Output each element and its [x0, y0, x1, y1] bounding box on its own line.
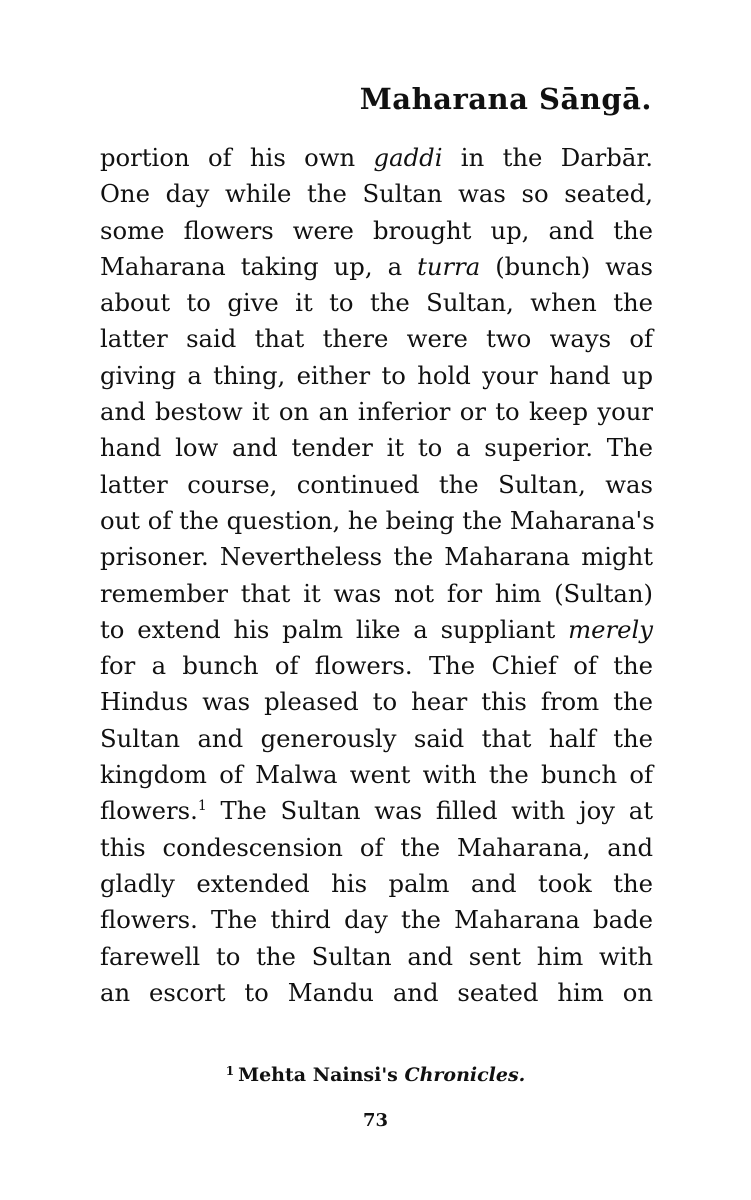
text-run: for a bunch of flowers. The Chief of the — [100, 651, 653, 681]
text-run: hand low and tender it to a superior. The — [100, 433, 653, 463]
text-run: this condescension of the Maharana, and — [100, 832, 653, 862]
text-run: kingdom of Malwa went with the bunch of — [100, 760, 653, 790]
text-run: flowers. The third day the Maharana bade — [100, 905, 653, 935]
text-line — [100, 285, 653, 321]
footnote-text: Mehta Nainsi's — [238, 1064, 405, 1086]
text-line — [100, 539, 653, 575]
text-run: portion of his own — [100, 143, 374, 172]
text-run: some flowers were brought up, and the — [100, 215, 653, 245]
text-line — [100, 757, 653, 793]
text-line — [100, 576, 653, 612]
footnote — [0, 1064, 751, 1086]
text-line — [100, 684, 653, 720]
text-line — [100, 249, 653, 285]
text-run: farewell to the Sultan and sent him with — [100, 941, 653, 971]
text-run: The Sultan was filled with joy at — [206, 796, 653, 826]
italic-word: merely — [568, 614, 653, 644]
text-line — [100, 140, 653, 176]
page-number: 73 — [362, 1110, 389, 1131]
text-line — [100, 176, 653, 212]
text-run: in the Darbār. — [442, 143, 653, 172]
text-run: and bestow it on an inferior or to keep your — [100, 397, 653, 427]
text-run: gladly extended his palm and took the — [100, 868, 653, 898]
text-run: giving a thing, either to hold your hand up — [100, 360, 653, 390]
text-line — [100, 902, 653, 938]
text-run: about to give it to the Sultan, when the — [100, 288, 653, 318]
text-run: Maharana taking up, a — [100, 251, 418, 281]
text-run: prisoner. Nevertheless the Maharana might — [100, 542, 653, 572]
text-run: latter course, continued the Sultan, was — [100, 469, 653, 499]
italic-word: turra — [417, 251, 481, 281]
text-line — [100, 430, 653, 466]
text-line — [100, 321, 653, 357]
text-line — [100, 394, 653, 430]
text-line — [100, 939, 653, 975]
text-line — [100, 648, 653, 684]
text-run: One day while the Sultan was so seated, — [100, 179, 653, 209]
text-line — [100, 721, 653, 757]
body-text — [100, 140, 653, 1011]
footnote-title: Chronicles. — [404, 1064, 526, 1086]
running-head: Maharana Sāngā. — [359, 82, 652, 116]
text-line — [100, 467, 653, 503]
text-run: (bunch) was — [480, 251, 654, 281]
footnote-marker: 1 — [225, 1064, 235, 1078]
text-line — [100, 793, 653, 829]
text-run: flowers. — [100, 796, 198, 826]
footnote-reference: 1 — [197, 798, 207, 815]
text-run: out of the question, he being the Maharana's — [100, 505, 655, 535]
text-run: to extend his palm like a suppliant — [100, 614, 569, 644]
text-line — [100, 213, 653, 249]
text-line — [100, 503, 653, 539]
text-line — [100, 975, 653, 1011]
text-run: Hindus was pleased to hear this from the — [100, 687, 653, 717]
italic-word: gaddi — [373, 143, 443, 172]
text-run: latter said that there were two ways of — [100, 324, 653, 354]
text-line — [100, 612, 653, 648]
text-run: an escort to Mandu and seated him on — [100, 977, 653, 1007]
text-run: Sultan and generously said that half the — [100, 723, 653, 753]
text-run: remember that it was not for him (Sultan) — [100, 578, 653, 608]
text-line — [100, 866, 653, 902]
text-line — [100, 830, 653, 866]
text-line — [100, 358, 653, 394]
